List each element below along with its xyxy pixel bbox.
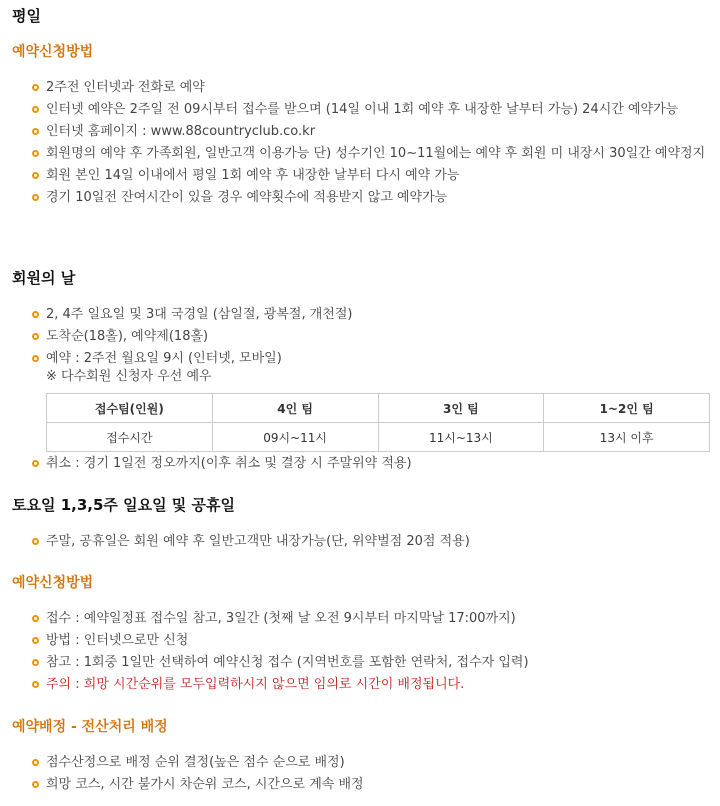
bullet-icon [32, 615, 39, 622]
bullet-icon [32, 538, 39, 545]
table-header-cell: 4인 팀 [212, 394, 378, 423]
list-item: 접수 : 예약일정표 접수일 참고, 3일간 (첫째 날 오전 9시부터 마지막날 17:00까지) [32, 610, 712, 628]
bullet-icon [32, 311, 39, 318]
weekday-method-heading: 예약신청방법 [12, 44, 94, 60]
list-item: 회원명의 예약 후 가족회원, 일반고객 이용가능 단) 성수기인 10~11월에는 예약 후 회원 미 내장시 30일간 예약정지 [32, 145, 712, 163]
table-header-cell: 1~2인 팀 [544, 394, 710, 423]
list-item: 점수산정으로 배정 순위 결정(높은 점수 순으로 배정) [32, 754, 712, 772]
bullet-icon [32, 355, 39, 362]
reception-time-table [46, 393, 710, 452]
bullet-icon [32, 333, 39, 340]
bullet-icon [32, 128, 39, 135]
bullet-icon [32, 659, 39, 666]
table-cell: 접수시간 [47, 423, 213, 452]
bullet-icon [32, 106, 39, 113]
list-item: 예약 : 2주전 월요일 9시 (인터넷, 모바일) ※ 다수회원 신청자 우선 예우 [32, 350, 712, 386]
table-row [47, 423, 710, 452]
weekend-list [32, 533, 712, 555]
member-day-list [32, 306, 712, 390]
weekend-heading: 토요일 1,3,5주 일요일 및 공휴일 [12, 496, 235, 514]
weekend-method-list [32, 610, 712, 698]
member-day-heading: 회원의 날 [12, 269, 76, 287]
list-item: 2주전 인터넷과 전화로 예약 [32, 79, 712, 97]
weekend-method-heading: 예약신청방법 [12, 575, 94, 591]
weekday-heading: 평일 [12, 7, 41, 25]
table-header-cell: 3인 팀 [378, 394, 544, 423]
list-item: 경기 10일전 잔여시간이 있을 경우 예약횟수에 적용받지 않고 예약가능 [32, 189, 712, 207]
list-item: 인터넷 홈페이지 : www.88countryclub.co.kr [32, 123, 712, 141]
bullet-icon [32, 194, 39, 201]
bullet-icon [32, 637, 39, 644]
list-item: 인터넷 예약은 2주일 전 09시부터 접수를 받으며 (14일 이내 1회 예약 후 내장한 날부터 가능) 24시간 예약가능 [32, 101, 712, 119]
list-item: 회원 본인 14일 이내에서 평일 1회 예약 후 내장한 날부터 다시 예약 가능 [32, 167, 712, 185]
priority-note: ※ 다수회원 신청자 우선 예우 [46, 369, 212, 384]
list-item: 참고 : 1회중 1일만 선택하여 예약신청 접수 (지역번호를 포함한 연락처, 접수자 입력) [32, 654, 712, 672]
table-header-cell: 접수팀(인원) [47, 394, 213, 423]
bullet-icon [32, 681, 39, 688]
bullet-icon [32, 460, 39, 467]
member-day-cancel-list [32, 455, 712, 477]
assignment-list [32, 754, 712, 798]
list-item: 취소 : 경기 1일전 정오까지(이후 취소 및 결장 시 주말위약 적용) [32, 455, 712, 473]
list-item: 방법 : 인터넷으로만 신청 [32, 632, 712, 650]
list-item: 2, 4주 일요일 및 3대 국경일 (삼일절, 광복절, 개천절) [32, 306, 712, 324]
assignment-heading: 예약배정 - 전산처리 배정 [12, 719, 168, 735]
table-cell: 13시 이후 [544, 423, 710, 452]
list-item: 도착순(18홀), 예약제(18홀) [32, 328, 712, 346]
bullet-icon [32, 84, 39, 91]
table-header-row [47, 394, 710, 423]
bullet-icon [32, 781, 39, 788]
list-item: 희망 코스, 시간 불가시 차순위 코스, 시간으로 계속 배정 [32, 776, 712, 794]
table-cell: 09시~11시 [212, 423, 378, 452]
list-item: 주말, 공휴일은 회원 예약 후 일반고객만 내장가능(단, 위약벌점 20점 적용) [32, 533, 712, 551]
list-item-warning: 주의 : 희망 시간순위를 모두입력하시지 않으면 임의로 시간이 배정됩니다. [32, 676, 712, 694]
bullet-icon [32, 150, 39, 157]
table-cell: 11시~13시 [378, 423, 544, 452]
bullet-icon [32, 759, 39, 766]
bullet-icon [32, 172, 39, 179]
weekday-list [32, 79, 712, 211]
